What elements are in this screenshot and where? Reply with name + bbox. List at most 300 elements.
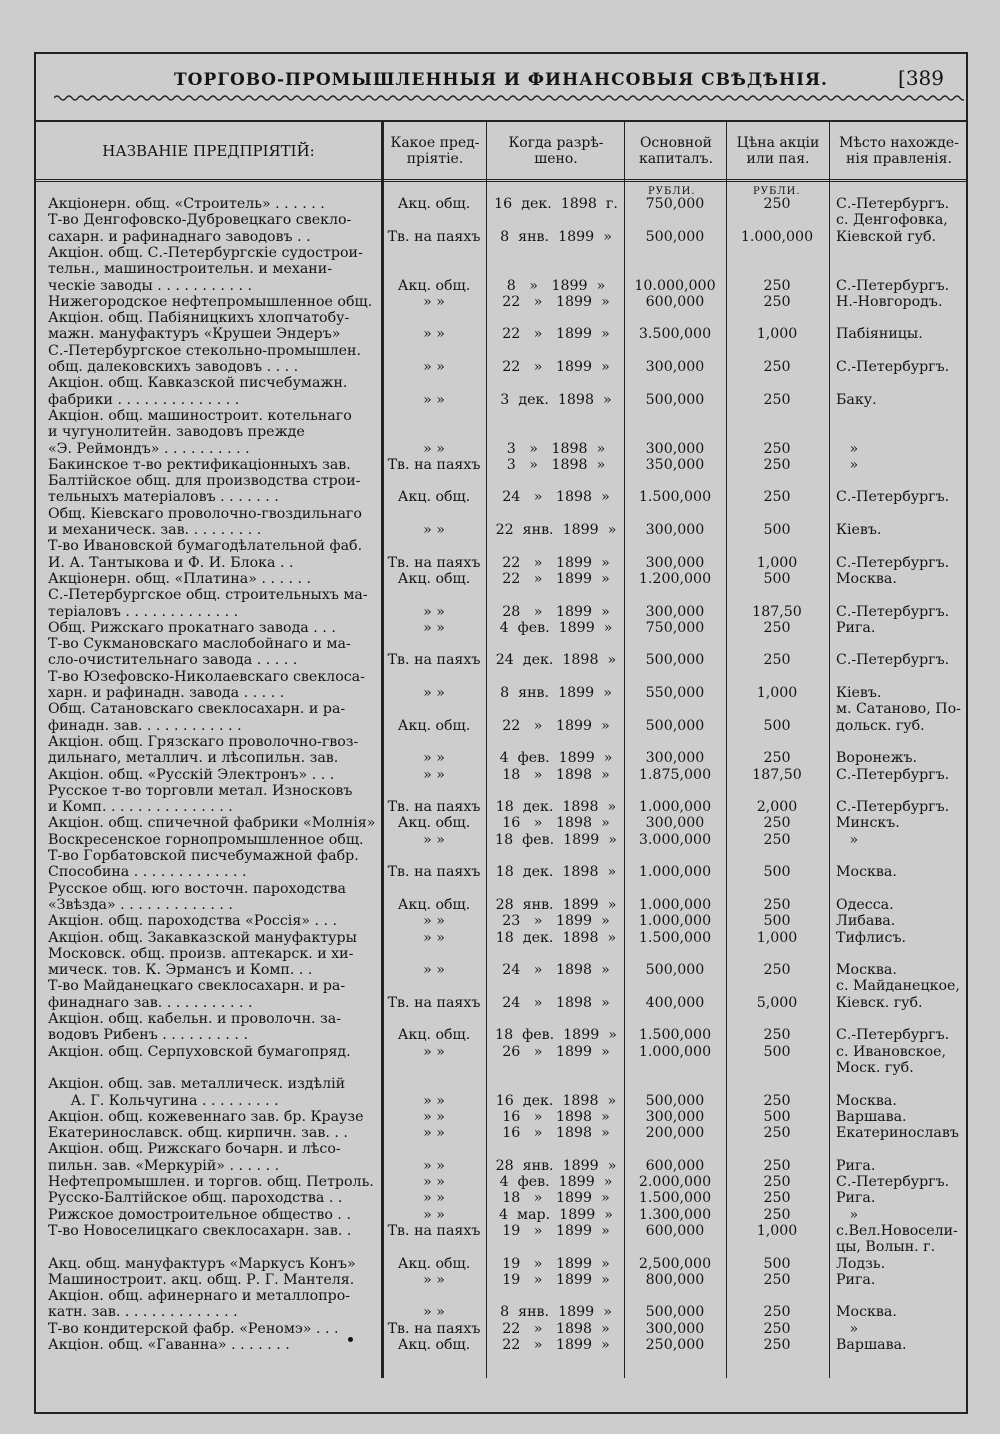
- capital-value: 500,000: [645, 1304, 705, 1321]
- share-price: 250: [763, 1271, 791, 1288]
- capital-units: РУБЛИ.: [648, 186, 696, 197]
- enterprise-name-line: и Комп. . . . . . . . . . . . . . .: [48, 799, 233, 816]
- enterprise-name-line: теріаловъ . . . . . . . . . . . . .: [48, 603, 239, 620]
- enterprise-name-line: финаднаго зав. . . . . . . . . . .: [48, 994, 253, 1011]
- board-location: Либава.: [836, 913, 896, 930]
- permit-date: 18 дек. 1898 »: [495, 799, 617, 816]
- share-price: 187,50: [752, 603, 802, 620]
- permit-date: 4 мар. 1899 »: [499, 1206, 613, 1223]
- board-location: с.Вел.Новосели- цы, Волын. г.: [836, 1222, 958, 1256]
- capital-value: 300,000: [645, 603, 705, 620]
- capital-value: 3.000,000: [638, 831, 712, 848]
- enterprise-type: Акц. общ.: [397, 196, 471, 212]
- enterprise-name-line: пильн. зав. «Меркурій» . . . . . .: [48, 1157, 280, 1174]
- board-location: С.-Петербургъ.: [836, 1174, 950, 1190]
- board-location: »: [836, 831, 859, 848]
- column-divider: [624, 120, 625, 1378]
- board-location: с. Денгофовка, Кіевской губ.: [836, 212, 948, 245]
- enterprise-type: Тв. на паяхъ: [387, 1222, 481, 1239]
- enterprise-name-line: Акціонерн. общ. «Платина» . . . . . .: [48, 570, 312, 587]
- share-price: 500: [763, 570, 791, 587]
- enterprise-name-line: Акціон. общ. пароходства «Россія» . . .: [48, 913, 338, 930]
- enterprise-name-line: сло-очистительнаго завода . . . . .: [48, 652, 298, 669]
- board-location: »: [836, 456, 859, 473]
- permit-date: 22 » 1899 »: [502, 554, 610, 571]
- enterprise-type: Тв. на паяхъ: [387, 994, 481, 1011]
- enterprise-name-line: «Э. Реймондъ» . . . . . . . . . .: [48, 440, 250, 457]
- enterprise-type: » »: [423, 685, 445, 701]
- permit-date: 23 » 1899 »: [502, 913, 610, 930]
- enterprise-type: » »: [423, 1190, 445, 1207]
- enterprise-type: » »: [423, 929, 445, 946]
- enterprise-name-line: Акціон. общ. зав. металлическ. издѣлій: [48, 1076, 346, 1093]
- enterprise-type: » »: [423, 1271, 445, 1288]
- capital-value: 500,000: [645, 962, 705, 979]
- column-divider: [486, 120, 487, 1378]
- enterprise-name-line: и механическ. зав. . . . . . . . .: [48, 522, 262, 538]
- capital-value: 600,000: [645, 1222, 705, 1239]
- board-location: Кіевъ.: [836, 522, 882, 538]
- enterprise-name-line: Акціон. общ. спичечной фабрики «Молнія»: [48, 815, 376, 832]
- permit-date: 22 » 1899 »: [502, 1337, 610, 1353]
- share-price: 250: [763, 1125, 791, 1142]
- share-price: 500: [763, 1255, 791, 1272]
- enterprise-name-line: Т-во Юзефовско-Николаевскаго свеклоса-: [48, 668, 365, 685]
- enterprise-name-line: финадн. зав. . . . . . . . . . . .: [48, 717, 242, 734]
- board-location: Рига.: [836, 619, 876, 636]
- capital-value: 750,000: [645, 196, 705, 212]
- column-divider: [726, 120, 727, 1378]
- enterprise-name-line: Рижское домостроительное общество . .: [48, 1206, 351, 1223]
- permit-date: 3 » 1898 »: [506, 456, 606, 473]
- enterprise-type: Акц. общ.: [397, 1027, 471, 1044]
- enterprise-type: Тв. на паяхъ: [387, 1320, 481, 1337]
- permit-date: 18 дек. 1898 »: [495, 864, 617, 881]
- share-price: 1.000,000: [740, 228, 814, 245]
- share-price: 250: [763, 293, 791, 310]
- share-price: 250: [763, 652, 791, 669]
- capital-value: 3.500,000: [638, 326, 712, 343]
- enterprise-name-line: Акціон. общ. Серпуховской бумагопряд.: [48, 1043, 351, 1060]
- share-price: 1,000: [756, 685, 798, 701]
- header-price: Цѣна акціи или пая.: [736, 134, 820, 167]
- enterprise-type: » »: [423, 1043, 445, 1060]
- permit-date: 22 » 1899 »: [502, 293, 610, 310]
- capital-value: 250,000: [645, 1337, 705, 1353]
- capital-value: 300,000: [645, 1108, 705, 1125]
- board-location: С.-Петербургъ.: [836, 799, 950, 816]
- enterprise-type: » »: [423, 1174, 445, 1190]
- capital-value: 1.500,000: [638, 1027, 712, 1044]
- board-location: Минскъ.: [836, 815, 900, 832]
- decorative-wavy-rule: [54, 94, 964, 102]
- enterprise-name-line: ческіе заводы . . . . . . . . . . .: [48, 277, 253, 294]
- enterprise-name-line: Акціон. общ. кожевеннаго зав. бр. Краузе: [48, 1108, 364, 1125]
- permit-date: 28 » 1899 »: [502, 603, 610, 620]
- board-location: Москва.: [836, 864, 897, 881]
- capital-value: 1.500,000: [638, 489, 712, 506]
- ink-dot: [348, 1337, 353, 1342]
- permit-date: 26 » 1899 »: [502, 1043, 610, 1060]
- enterprise-type: » »: [423, 440, 445, 457]
- enterprise-name-line: Акціон. общ. Закавказской мануфактуры: [48, 929, 357, 946]
- permit-date: 3 » 1898 »: [506, 440, 606, 457]
- enterprise-name-line: И. А. Тантыкова и Ф. И. Блока . .: [48, 554, 294, 571]
- share-price: 500: [763, 717, 791, 734]
- enterprise-name-line: С.-Петербургское стекольно-промышлен.: [48, 342, 362, 359]
- capital-value: 10.000,000: [634, 277, 716, 294]
- share-price: 5,000: [756, 994, 798, 1011]
- permit-date: 4 фев. 1899 »: [499, 619, 613, 636]
- permit-date: 22 » 1899 »: [502, 326, 610, 343]
- enterprise-name-line: Т-во Сукмановскаго маслобойнаго и ма-: [48, 636, 351, 653]
- capital-value: 1.000,000: [638, 896, 712, 913]
- enterprise-name-line: Машиностроит. акц. общ. Р. Г. Мантеля.: [48, 1271, 355, 1288]
- enterprise-type: Тв. на паяхъ: [387, 456, 481, 473]
- board-location: с. Майданецкое, Кіевск. губ.: [836, 978, 960, 1011]
- share-price: 1,000: [756, 554, 798, 571]
- enterprise-name-line: сахарн. и рафинаднаго заводовъ . .: [48, 228, 311, 245]
- share-price: 250: [763, 489, 791, 506]
- enterprise-type: Тв. на паяхъ: [387, 652, 481, 669]
- permit-date: 18 фев. 1899 »: [495, 1027, 617, 1044]
- permit-date: 19 » 1899 »: [502, 1255, 610, 1272]
- board-location: Варшава.: [836, 1337, 907, 1353]
- enterprise-type: » »: [423, 766, 445, 783]
- board-location: С.-Петербургъ.: [836, 652, 950, 669]
- enterprise-type: » »: [423, 326, 445, 343]
- enterprise-type: » »: [423, 619, 445, 636]
- capital-value: 400,000: [645, 994, 705, 1011]
- enterprise-name-line: Общ. Сатановскаго свеклосахарн. и ра-: [48, 701, 346, 718]
- enterprise-type: Акц. общ.: [397, 815, 471, 832]
- capital-value: 1.000,000: [638, 1043, 712, 1060]
- board-location: С.-Петербургъ.: [836, 489, 950, 506]
- table-header: [36, 120, 966, 182]
- capital-value: 800,000: [645, 1271, 705, 1288]
- enterprise-name-line: и чугунолитейн. заводовъ прежде: [48, 424, 305, 441]
- share-price: 1,000: [756, 326, 798, 343]
- header-name: НАЗВАНІЕ ПРЕДПРІЯТІЙ:: [102, 141, 315, 160]
- enterprise-name-line: Нижегородское нефтепромышленное общ.: [48, 293, 373, 310]
- enterprise-name-line: С.-Петербургское общ. строительныхъ ма-: [48, 587, 368, 604]
- enterprise-type: » »: [423, 603, 445, 620]
- enterprise-name-line: Бакинское т-во ректификаціонныхъ зав.: [48, 456, 351, 473]
- share-price: 250: [763, 831, 791, 848]
- permit-date: 8 янв. 1899 »: [500, 685, 612, 701]
- board-location: Москва.: [836, 962, 897, 979]
- share-price: 250: [763, 456, 791, 473]
- share-price: 500: [763, 864, 791, 881]
- enterprise-name-line: Т-во Горбатовской писчебумажной фабр.: [48, 848, 359, 864]
- enterprise-type: Тв. на паяхъ: [387, 228, 481, 245]
- capital-value: 1.000,000: [638, 864, 712, 881]
- capital-value: 600,000: [645, 293, 705, 310]
- permit-date: 22 » 1898 »: [502, 1320, 610, 1337]
- capital-value: 500,000: [645, 1092, 705, 1109]
- capital-value: 2.000,000: [638, 1174, 712, 1190]
- permit-date: 22 янв. 1899 »: [495, 522, 617, 538]
- permit-date: 24 дек. 1898 »: [495, 652, 617, 669]
- share-price: 1,000: [756, 1222, 798, 1239]
- page-title: ТОРГОВО-ПРОМЫШЛЕННЫЯ И ФИНАНСОВЫЯ СВѢДѢНІЯ.: [174, 70, 828, 90]
- board-location: Баку.: [836, 391, 877, 408]
- enterprise-type: » »: [423, 1206, 445, 1223]
- enterprise-type: » »: [423, 1108, 445, 1125]
- header-date: Когда разрѣ- шено.: [508, 134, 604, 167]
- permit-date: 18 » 1898 »: [502, 766, 610, 783]
- enterprise-name-line: Способина . . . . . . . . . . . . .: [48, 864, 247, 881]
- enterprise-name-line: Московск. общ. произв. аптекарск. и хи-: [48, 945, 354, 962]
- board-location: Рига.: [836, 1157, 876, 1174]
- capital-value: 1.875,000: [638, 766, 712, 783]
- share-price: 250: [763, 815, 791, 832]
- board-location: С.-Петербургъ.: [836, 766, 950, 783]
- enterprise-name-line: Русское т-во торговли метал. Износковъ: [48, 782, 353, 799]
- board-location: Екатеринославъ: [836, 1125, 959, 1142]
- enterprise-name-line: тельн., машиностроительн. и механи-: [48, 261, 332, 278]
- board-location: С.-Петербургъ.: [836, 603, 950, 620]
- enterprise-type: » »: [423, 359, 445, 375]
- board-location: Кіевъ.: [836, 685, 882, 701]
- enterprise-name-line: Екатеринославск. общ. кирпичн. зав. . .: [48, 1125, 348, 1142]
- share-price: 250: [763, 1320, 791, 1337]
- capital-value: 300,000: [645, 750, 705, 767]
- share-price: 250: [763, 1190, 791, 1207]
- capital-value: 300,000: [645, 815, 705, 832]
- enterprise-name-line: общ. далековскихъ заводовъ . . . .: [48, 359, 299, 375]
- permit-date: 16 » 1898 »: [502, 1125, 610, 1142]
- capital-value: 300,000: [645, 522, 705, 538]
- permit-date: 24 » 1898 »: [502, 994, 610, 1011]
- enterprise-name-line: харн. и рафинадн. завода . . . . .: [48, 685, 285, 701]
- enterprise-type: Тв. на паяхъ: [387, 554, 481, 571]
- permit-date: 28 янв. 1899 »: [495, 896, 617, 913]
- capital-value: 300,000: [645, 554, 705, 571]
- page-header: [36, 66, 966, 94]
- share-price: 250: [763, 277, 791, 294]
- board-location: С.-Петербургъ.: [836, 554, 950, 571]
- enterprise-name-line: Общ. Рижскаго прокатнаго завода . . .: [48, 619, 336, 636]
- enterprise-name-line: Акціон. общ. Рижскаго бочарн. и лѣсо-: [48, 1141, 341, 1158]
- enterprise-type: » »: [423, 831, 445, 848]
- capital-value: 500,000: [645, 391, 705, 408]
- enterprise-name-line: Т-во Новоселицкаго свеклосахарн. зав. .: [48, 1222, 352, 1239]
- share-price: 187,50: [752, 766, 802, 783]
- share-price: 250: [763, 962, 791, 979]
- share-price: 500: [763, 913, 791, 930]
- permit-date: 16 » 1898 »: [502, 1108, 610, 1125]
- enterprise-name-line: Акціон. общ. Пабіяницкихъ хлопчатобу-: [48, 310, 350, 327]
- enterprise-name-line: мическ. тов. К. Эрмансъ и Комп. . .: [48, 962, 313, 979]
- enterprise-name-line: «Звѣзда» . . . . . . . . . . . . .: [48, 896, 233, 913]
- page-number: [389: [898, 66, 944, 90]
- enterprise-type: » »: [423, 391, 445, 408]
- enterprise-name-line: Т-во Майданецкаго свеклосахарн. и ра-: [48, 978, 346, 995]
- board-location: Лодзь.: [836, 1255, 886, 1272]
- board-location: »: [836, 1206, 859, 1223]
- permit-date: 16 дек. 1898 г.: [494, 196, 618, 212]
- board-location: Тифлисъ.: [836, 929, 906, 946]
- share-price: 250: [763, 1027, 791, 1044]
- enterprise-type: Акц. общ.: [397, 896, 471, 913]
- share-price: 250: [763, 750, 791, 767]
- capital-value: 1.200,000: [638, 570, 712, 587]
- capital-value: 1.500,000: [638, 1190, 712, 1207]
- permit-date: 3 дек. 1898 »: [500, 391, 612, 408]
- permit-date: 19 » 1899 »: [502, 1271, 610, 1288]
- enterprise-name-line: Воскресенское горнопромышленное общ.: [48, 831, 364, 848]
- share-price: 500: [763, 522, 791, 538]
- board-location: С.-Петербургъ.: [836, 359, 950, 375]
- share-price: 250: [763, 196, 791, 212]
- capital-value: 500,000: [645, 717, 705, 734]
- enterprise-type: Тв. на паяхъ: [387, 864, 481, 881]
- enterprise-name-line: дильнаго, металлич. и лѣсопильн. зав.: [48, 750, 339, 767]
- board-location: Воронежъ.: [836, 750, 918, 767]
- enterprise-type: » »: [423, 1092, 445, 1109]
- enterprise-type: Акц. общ.: [397, 717, 471, 734]
- share-price: 250: [763, 1092, 791, 1109]
- share-price: 250: [763, 1174, 791, 1190]
- share-price: 250: [763, 896, 791, 913]
- permit-date: 22 » 1899 »: [502, 359, 610, 375]
- capital-value: 300,000: [645, 359, 705, 375]
- board-location: с. Ивановское, Моск. губ.: [836, 1043, 947, 1076]
- permit-date: 18 фев. 1899 »: [495, 831, 617, 848]
- enterprise-name-line: Акціон. общ. кабельн. и проволочн. за-: [48, 1011, 342, 1027]
- permit-date: 16 дек. 1898 »: [495, 1092, 617, 1109]
- board-location: Н.-Новгородъ.: [836, 293, 943, 310]
- board-location: »: [836, 1320, 859, 1337]
- enterprise-type: » »: [423, 1125, 445, 1142]
- enterprise-name-line: Т-во кондитерской фабр. «Реномэ» . . .: [48, 1320, 339, 1337]
- permit-date: 24 » 1898 »: [502, 489, 610, 506]
- enterprise-name-line: мажн. мануфактуръ «Крушеи Эндеръ»: [48, 326, 341, 343]
- capital-value: 350,000: [645, 456, 705, 473]
- enterprise-name-line: Нефтепромышлен. и торгов. общ. Петроль.: [48, 1174, 374, 1190]
- capital-value: 300,000: [645, 1320, 705, 1337]
- enterprise-type: Акц. общ.: [397, 489, 471, 506]
- enterprise-type: Тв. на паяхъ: [387, 799, 481, 816]
- enterprise-name-line: Акціон. общ. машиностроит. котельнаго: [48, 407, 352, 424]
- permit-date: 8 янв. 1899 »: [500, 228, 612, 245]
- board-location: С.-Петербургъ.: [836, 1027, 950, 1044]
- permit-date: 4 фев. 1899 »: [499, 750, 613, 767]
- enterprise-name-line: Акціон. общ. Кавказской писчебумажн.: [48, 375, 348, 392]
- enterprise-name-line: Русско-Балтійское общ. пароходства . .: [48, 1190, 343, 1207]
- permit-date: 4 фев. 1899 »: [499, 1174, 613, 1190]
- capital-value: 2,500,000: [638, 1255, 712, 1272]
- permit-date: 24 » 1898 »: [502, 962, 610, 979]
- enterprise-name-line: Акціон. общ. «Русскій Электронъ» . . .: [48, 766, 335, 783]
- permit-date: 18 дек. 1898 »: [495, 929, 617, 946]
- enterprise-type: Акц. общ.: [397, 1255, 471, 1272]
- permit-date: 22 » 1899 »: [502, 570, 610, 587]
- enterprise-name-line: Балтійское общ. для производства строи-: [48, 473, 361, 490]
- capital-value: 1.000,000: [638, 799, 712, 816]
- board-location: Москва.: [836, 570, 897, 587]
- column-divider: [829, 120, 830, 1378]
- capital-value: 1.000,000: [638, 913, 712, 930]
- capital-value: 500,000: [645, 652, 705, 669]
- enterprise-name-line: Русское общ. юго восточн. пароходства: [48, 880, 347, 897]
- permit-date: 19 » 1899 »: [502, 1222, 610, 1239]
- share-price: 1,000: [756, 929, 798, 946]
- board-location: С.-Петербургъ.: [836, 196, 950, 212]
- share-price: 2,000: [756, 799, 798, 816]
- enterprise-type: » »: [423, 750, 445, 767]
- share-price: 500: [763, 1108, 791, 1125]
- enterprise-name-line: фабрики . . . . . . . . . . . . . .: [48, 391, 240, 408]
- enterprise-name-line: тельныхъ матеріаловъ . . . . . . .: [48, 489, 279, 506]
- enterprise-name-line: Акціон. общ. афинернаго и металлопро-: [48, 1288, 351, 1305]
- board-location: м. Сатаново, По- дольск. губ.: [836, 701, 961, 734]
- permit-date: 8 янв. 1899 »: [500, 1304, 612, 1321]
- board-location: Одесса.: [836, 896, 894, 913]
- share-price: 250: [763, 440, 791, 457]
- capital-value: 600,000: [645, 1157, 705, 1174]
- capital-value: 1.500,000: [638, 929, 712, 946]
- capital-value: 750,000: [645, 619, 705, 636]
- enterprise-type: Акц. общ.: [397, 1337, 471, 1353]
- enterprise-name-line: Т-во Денгофовско-Дубровецкаго свекло-: [48, 212, 352, 229]
- share-price: 250: [763, 619, 791, 636]
- share-price: 250: [763, 1304, 791, 1321]
- enterprise-name-line: Акц. общ. мануфактуръ «Маркусъ Конъ»: [48, 1255, 356, 1272]
- share-price: 250: [763, 1206, 791, 1223]
- board-location: Пабіяницы.: [836, 326, 923, 343]
- header-place: Мѣсто нахожде- нія правленія.: [839, 134, 959, 167]
- share-price: 250: [763, 359, 791, 375]
- permit-date: 8 » 1899 »: [506, 277, 606, 294]
- enterprise-name-line: Акціон. общ. Грязскаго проволочно-гвоз-: [48, 733, 359, 750]
- board-location: »: [836, 440, 859, 457]
- board-location: Москва.: [836, 1304, 897, 1321]
- page-frame: [34, 52, 968, 1414]
- permit-date: 16 » 1898 »: [502, 815, 610, 832]
- enterprise-name-line: Акціонерн. общ. «Строитель» . . . . . .: [48, 196, 325, 212]
- board-location: Рига.: [836, 1190, 876, 1207]
- enterprise-type: » »: [423, 913, 445, 930]
- enterprise-name-line: катн. зав. . . . . . . . . . . . . .: [48, 1304, 238, 1321]
- share-price: 500: [763, 1043, 791, 1060]
- enterprise-type: Акц. общ.: [397, 277, 471, 294]
- enterprise-name-line: Акціон. общ. «Гаванна» . . . . . . .: [48, 1337, 290, 1353]
- capital-value: 200,000: [645, 1125, 705, 1142]
- capital-value: 500,000: [645, 228, 705, 245]
- price-units: РУБЛИ.: [753, 186, 801, 197]
- enterprise-name-line: водовъ Рибенъ . . . . . . . . . .: [48, 1027, 248, 1044]
- board-location: Москва.: [836, 1092, 897, 1109]
- enterprise-name-line: Акціон. общ. С.-Петербургскіе судострои-: [48, 244, 363, 261]
- enterprise-type: » »: [423, 293, 445, 310]
- share-price: 250: [763, 1157, 791, 1174]
- board-location: Рига.: [836, 1271, 876, 1288]
- capital-value: 550,000: [645, 685, 705, 701]
- header-capital: Основной капиталъ.: [638, 134, 714, 167]
- enterprise-type: » »: [423, 1304, 445, 1321]
- enterprise-name-line: Общ. Кіевскаго проволочно-гвоздильнаго: [48, 505, 362, 522]
- header-type: Какое пред- пріятіе.: [390, 134, 480, 167]
- board-location: С.-Петербургъ.: [836, 277, 950, 294]
- enterprise-name-line: Т-во Ивановской бумагодѣлательной фаб.: [48, 538, 363, 555]
- enterprise-type: » »: [423, 962, 445, 979]
- capital-value: 300,000: [645, 440, 705, 457]
- enterprise-name-line: А. Г. Кольчугина . . . . . . . . .: [48, 1092, 279, 1109]
- enterprise-type: » »: [423, 1157, 445, 1174]
- permit-date: 22 » 1899 »: [502, 717, 610, 734]
